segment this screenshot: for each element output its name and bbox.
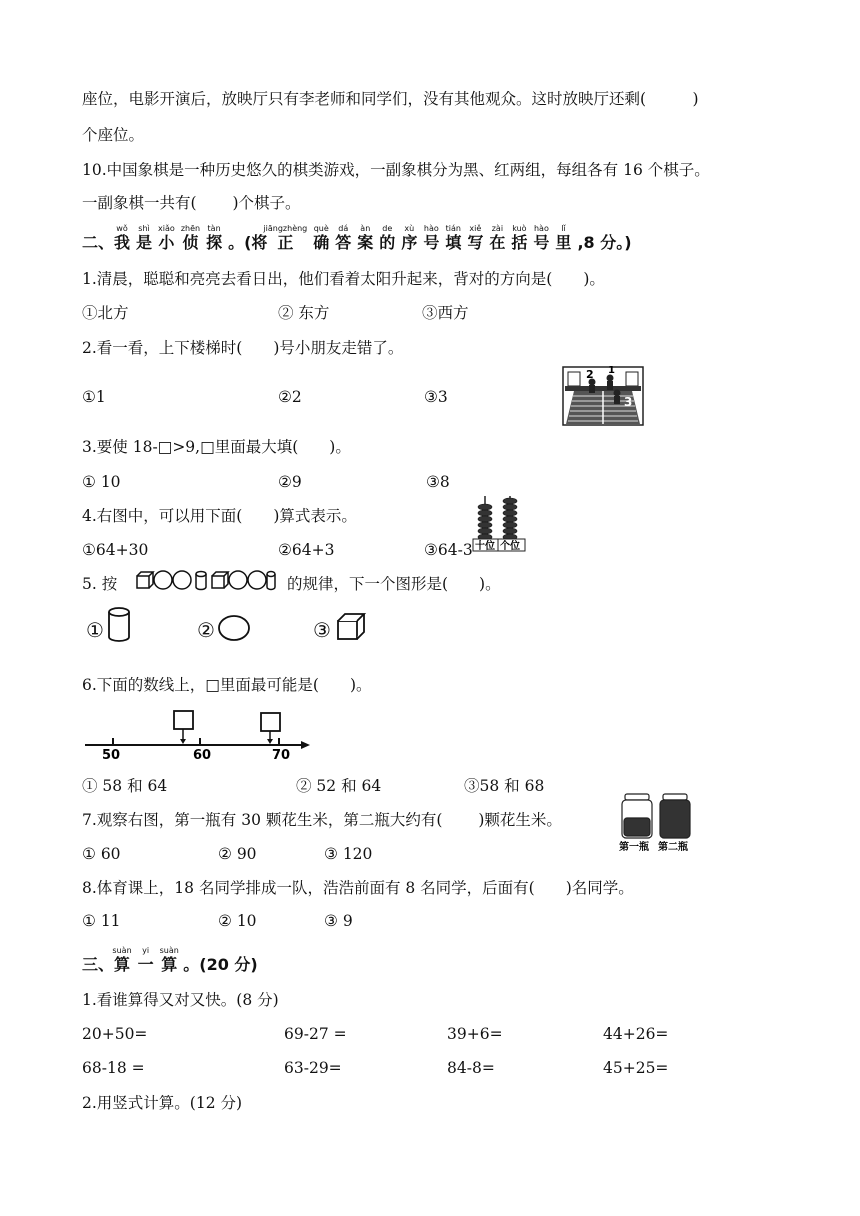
s2q7-option-3: ③ 120 bbox=[324, 845, 373, 863]
s2q5-stem-b: 的规律，下一个图形是( )。 bbox=[287, 575, 501, 593]
section-2-word: 答dá bbox=[335, 224, 352, 252]
q10-line2: 一副象棋一共有( )个棋子。 bbox=[82, 194, 301, 212]
section-2-mid: 。(将 bbox=[228, 233, 268, 252]
number-line-figure bbox=[82, 706, 314, 762]
s2q5-stem-a: 5. 按 bbox=[82, 575, 118, 593]
peanut-jars-figure bbox=[618, 792, 696, 854]
section-2-word: 案àn bbox=[357, 224, 374, 252]
s2q1-option-2: ② 东方 bbox=[278, 304, 330, 322]
section-2-word: 写xiě bbox=[467, 224, 484, 252]
q10-line1: 10.中国象棋是一种历史悠久的棋类游戏，一副象棋分为黑、红两组，每组各有 16 个棋子。 bbox=[82, 161, 710, 179]
section-2-word: 确què bbox=[313, 224, 330, 252]
s2q7-option-2: ② 90 bbox=[218, 845, 257, 863]
tick-label-50: 50 bbox=[102, 748, 121, 762]
calc-1: 20+50= bbox=[82, 1025, 148, 1043]
s2q7-option-1: ① 60 bbox=[82, 845, 121, 863]
section-3-word: 一yi bbox=[137, 946, 154, 974]
section-3-word: 算suàn bbox=[159, 946, 179, 974]
section-2-word: 号hào bbox=[533, 224, 550, 252]
s2q6-option-3: ③58 和 68 bbox=[464, 777, 545, 795]
s2q7-stem: 7.观察右图，第一瓶有 30 颗花生米，第二瓶大约有( )颗花生米。 bbox=[82, 811, 562, 829]
s2q2-option-2: ②2 bbox=[278, 388, 302, 406]
s2q1-option-1: ①北方 bbox=[82, 304, 129, 322]
s3q2-stem: 2.用竖式计算。(12 分) bbox=[82, 1094, 243, 1112]
s2q3-option-1: ① 10 bbox=[82, 473, 121, 491]
section-2-prefix: 二、 bbox=[82, 233, 115, 252]
s2q3-option-2: ②9 bbox=[278, 473, 302, 491]
stairs-label-2: 2 bbox=[586, 368, 594, 381]
pattern-figure bbox=[134, 569, 276, 591]
abacus-label-ones: 个位 bbox=[500, 541, 520, 552]
s2q3-option-3: ③8 bbox=[426, 473, 450, 491]
circle-option-shape bbox=[216, 614, 252, 642]
s2q8-option-1: ① 11 bbox=[82, 912, 121, 930]
s2q3-stem: 3.要使 18-□>9,□里面最大填( )。 bbox=[82, 438, 351, 456]
calc-3: 39+6= bbox=[447, 1025, 503, 1043]
calc-5: 68-18 = bbox=[82, 1059, 145, 1077]
section-3-tail: 。(20 分) bbox=[183, 955, 258, 974]
jar-label-2: 第二瓶 bbox=[658, 842, 688, 853]
section-3-heading bbox=[82, 946, 258, 977]
calc-6: 63-29= bbox=[284, 1059, 342, 1077]
s3q1-stem: 1.看谁算得又对又快。(8 分) bbox=[82, 991, 279, 1009]
section-2-word: 正jiāngzhèng bbox=[263, 224, 308, 252]
section-2-tail: ,8 分。) bbox=[577, 233, 632, 252]
s2q5-option-3: ③ bbox=[313, 618, 331, 642]
q9-line2: 个座位。 bbox=[82, 126, 145, 144]
abacus-label-tens: 十位 bbox=[475, 541, 495, 552]
cube-option-shape bbox=[335, 612, 367, 642]
s2q1-option-3: ③西方 bbox=[422, 304, 469, 322]
cylinder-option-shape bbox=[106, 606, 132, 644]
section-2-word: 我wǒ bbox=[114, 224, 131, 252]
calc-8: 45+25= bbox=[603, 1059, 669, 1077]
s2q1-stem: 1.清晨，聪聪和亮亮去看日出，他们看着太阳升起来，背对的方向是( )。 bbox=[82, 270, 605, 288]
section-2-word: 号hào bbox=[423, 224, 440, 252]
tick-label-60: 60 bbox=[193, 748, 212, 762]
s2q8-stem: 8.体育课上，18 名同学排成一队，浩浩前面有 8 名同学，后面有( )名同学。 bbox=[82, 879, 634, 897]
s2q4-option-1: ①64+30 bbox=[82, 541, 149, 559]
s2q4-option-3: ③64-3 bbox=[424, 541, 473, 559]
section-2-word: 在zài bbox=[489, 224, 506, 252]
s2q2-option-3: ③3 bbox=[424, 388, 448, 406]
calc-7: 84-8= bbox=[447, 1059, 495, 1077]
s2q6-stem: 6.下面的数线上，□里面最可能是( )。 bbox=[82, 676, 372, 694]
section-2-heading bbox=[82, 224, 632, 255]
s2q4-stem: 4.右图中，可以用下面( )算式表示。 bbox=[82, 507, 357, 525]
jar-label-1: 第一瓶 bbox=[619, 842, 649, 853]
s2q2-option-1: ①1 bbox=[82, 388, 106, 406]
section-2-word: 里lǐ bbox=[555, 224, 572, 252]
s2q6-option-2: ② 52 和 64 bbox=[296, 777, 382, 795]
section-2-word: 是shì bbox=[136, 224, 153, 252]
s2q8-option-2: ② 10 bbox=[218, 912, 257, 930]
s2q6-option-1: ① 58 和 64 bbox=[82, 777, 168, 795]
calc-4: 44+26= bbox=[603, 1025, 669, 1043]
calc-2: 69-27 = bbox=[284, 1025, 347, 1043]
section-2-word: 括kuò bbox=[511, 224, 528, 252]
q9-line1: 座位，电影开演后，放映厅只有李老师和同学们，没有其他观众。这时放映厅还剩( ) bbox=[82, 90, 699, 108]
section-2-word: 填tián bbox=[445, 224, 462, 252]
stairs-figure bbox=[562, 366, 644, 426]
s2q5-option-1: ① bbox=[86, 618, 104, 642]
s2q2-stem: 2.看一看，上下楼梯时( )号小朋友走错了。 bbox=[82, 339, 404, 357]
s2q8-option-3: ③ 9 bbox=[324, 912, 353, 930]
section-2-word: 的de bbox=[379, 224, 396, 252]
stairs-label-1: 1 bbox=[608, 366, 615, 376]
s2q5-option-2: ② bbox=[197, 618, 215, 642]
section-3-word: 算suàn bbox=[112, 946, 132, 974]
section-3-prefix: 三、 bbox=[82, 955, 115, 974]
section-2-word: 序xù bbox=[401, 224, 418, 252]
section-2-word: 探tàn bbox=[206, 224, 223, 252]
section-2-word: 小xiǎo bbox=[158, 224, 175, 252]
abacus-figure bbox=[472, 494, 526, 552]
stairs-label-3: 3 bbox=[624, 395, 633, 409]
section-2-word: 侦zhēn bbox=[180, 224, 201, 252]
tick-label-70: 70 bbox=[272, 748, 291, 762]
s2q4-option-2: ②64+3 bbox=[278, 541, 335, 559]
